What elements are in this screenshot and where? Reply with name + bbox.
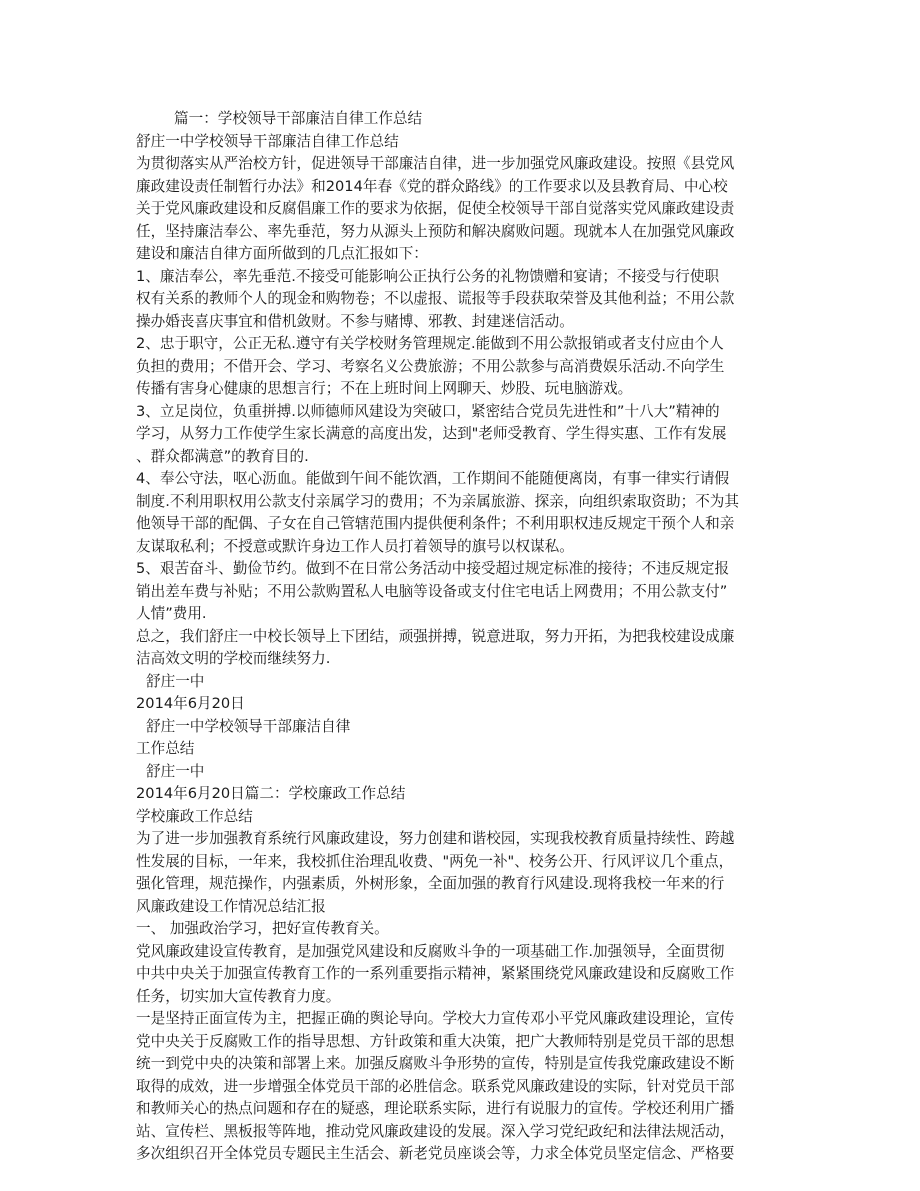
text-line: 一、 加强政治学习，把好宣传教育关。 — [136, 920, 389, 937]
text-line: 取得的成效，进一步增强全体党员干部的必胜信念。联系党风廉政建设的实际，针对党员干部 — [136, 1077, 735, 1095]
text-line: 建设和廉洁自律方面所做到的几点汇报如下： — [136, 245, 428, 262]
text-line: 洁高效文明的学校而继续努力. — [136, 650, 331, 667]
text-line: 站、宣传栏、黑板报等阵地，推动党风廉政建设的发展。深入学习党纪政纪和法律法规活动， — [136, 1122, 735, 1140]
text-line: 一是坚持正面宣传为主，把握正确的舆论导向。学校大力宣传邓小平党风廉政建设理论，宣传 — [136, 1010, 735, 1027]
text-line: 舒庄一中 — [146, 762, 205, 780]
text-line: 舒庄一中学校领导干部廉洁自律工作总结 — [136, 132, 399, 150]
text-line: 统一到党中央的决策和部署上来。加强反腐败斗争形势的宣传，特别是宣传我党廉政建设不断 — [136, 1055, 735, 1072]
text-line: 他领导干部的配偶、子女在自己管辖范围内提供便利条件；不利用职权违反规定干预个人和亲 — [136, 515, 735, 532]
text-line: 任，坚持廉洁奉公、率先垂范，努力从源头上预防和解决腐败问题。现就本人在加强党风廉政 — [136, 222, 735, 240]
text-line: 多次组织召开全体党员专题民主生活会、新老党员座谈会等，力求全体党员坚定信念、严格要 — [136, 1145, 735, 1162]
text-line: 负担的费用；不借开会、学习、考察名义公费旅游；不用公款参与高消费娱乐活动.不向学生 — [136, 357, 725, 375]
text-line: 权有关系的教师个人的现金和购物卷；不以虚报、谎报等手段获取荣誉及其他利益；不用公款 — [136, 290, 735, 307]
text-line: 5、艰苦奋斗、勤俭节约。做到不在日常公务活动中接受超过规定标准的接待；不违反规定报 — [136, 560, 730, 577]
text-line: 制度.不利用职权用公款支付亲属学习的费用；不为亲属旅游、探亲，向组织索取资助；不为其 — [136, 492, 739, 510]
text-line: 学习，从努力工作使学生家长满意的高度出发，达到"老师受教育、学生得实惠、工作有发展 — [136, 425, 727, 442]
text-line: 为贯彻落实从严治校方针，促进领导干部廉洁自律，进一步加强党风廉政建设。按照《县党风 — [136, 155, 735, 172]
text-line: 风廉政建设工作情况总结汇报 — [136, 897, 326, 915]
text-line: 1、廉洁奉公，率先垂范.不接受可能影响公正执行公务的礼物馈赠和宴请；不接受与行使职 — [136, 267, 720, 285]
text-line: 学校廉政工作总结 — [136, 807, 253, 825]
text-line: 友谋取私利；不授意或默许身边工作人员打着领导的旗号以权谋私。 — [136, 537, 574, 555]
text-line: 销出差车费与补贴；不用公款购置私人电脑等设备或支付住宅电话上网费用；不用公款支付” — [136, 582, 728, 600]
text-line: 操办婚丧喜庆事宜和借机敛财。不参与赌博、邪教、封建迷信活动。 — [136, 312, 574, 330]
text-line: 任务，切实加大宣传教育力度。 — [136, 987, 341, 1005]
text-line: 党中央关于反腐败工作的指导思想、方针政策和重大决策，把广大教师特别是党员干部的思想 — [136, 1032, 735, 1050]
text-line: 党风廉政建设宣传教育，是加强党风建设和反腐败斗争的一项基础工作.加强领导，全面贯彻 — [136, 942, 725, 960]
text-line: 4、奉公守法，呕心沥血。能做到午间不能饮酒，工作期间不能随便离岗，有事一律实行请假 — [136, 470, 730, 487]
text-line: 总之，我们舒庄一中校长领导上下团结，顽强拼搏，锐意进取，努力开拓，为把我校建设成廉 — [136, 627, 735, 645]
text-line: 篇一：学校领导干部廉洁自律工作总结 — [174, 110, 423, 127]
text-line: 和教师关心的热点问题和存在的疑惑，理论联系实际，进行有说服力的宣传。学校还利用广播 — [136, 1100, 735, 1117]
text-line: 人情”费用. — [136, 605, 207, 622]
text-line: 中共中央关于加强宣传教育工作的一系列重要指示精神，紧紧围绕党风廉政建设和反腐败工作 — [136, 965, 735, 982]
text-line: 关于党风廉政建设和反腐倡廉工作的要求为依据，促使全校领导干部自觉落实党风廉政建设责 — [136, 200, 735, 217]
text-line: 2014年6月20日 — [136, 695, 245, 712]
text-line: 舒庄一中 — [146, 672, 205, 690]
document-body — [136, 108, 796, 1166]
text-line: 强化管理，规范操作，内强素质，外树形象，全面加强的教育行风建设.现将我校一年来的行 — [136, 875, 725, 892]
text-line: 2014年6月20日篇二：学校廉政工作总结 — [136, 785, 406, 802]
text-line: 2、忠于职守，公正无私.遵守有关学校财务管理规定.能做到不用公款报销或者支付应由个人 — [136, 335, 724, 352]
text-line: 为了进一步加强教育系统行风廉政建设，努力创建和谐校园，实现我校教育质量持续性、跨越 — [136, 830, 735, 847]
text-line: 3、立足岗位，负重拼搏.以师德师风建设为突破口，紧密结合党员先进性和”十八大”精神的 — [136, 402, 720, 420]
text-line: 舒庄一中学校领导干部廉洁自律 — [146, 717, 351, 735]
text-line: 性发展的目标，一年来，我校抓住治理乱收费、"两免一补"、校务公开、行风评议几个重点， — [136, 852, 734, 870]
text-line: 工作总结 — [136, 740, 195, 757]
text-line: 廉政建设责任制暂行办法》和2014年春《党的群众路线》的工作要求以及县教育局、中心校 — [136, 177, 728, 195]
text-line: 、群众都满意”的教育目的. — [136, 447, 309, 465]
text-line: 传播有害身心健康的思想言行；不在上班时间上网聊天、炒股、玩电脑游戏。 — [136, 380, 633, 397]
